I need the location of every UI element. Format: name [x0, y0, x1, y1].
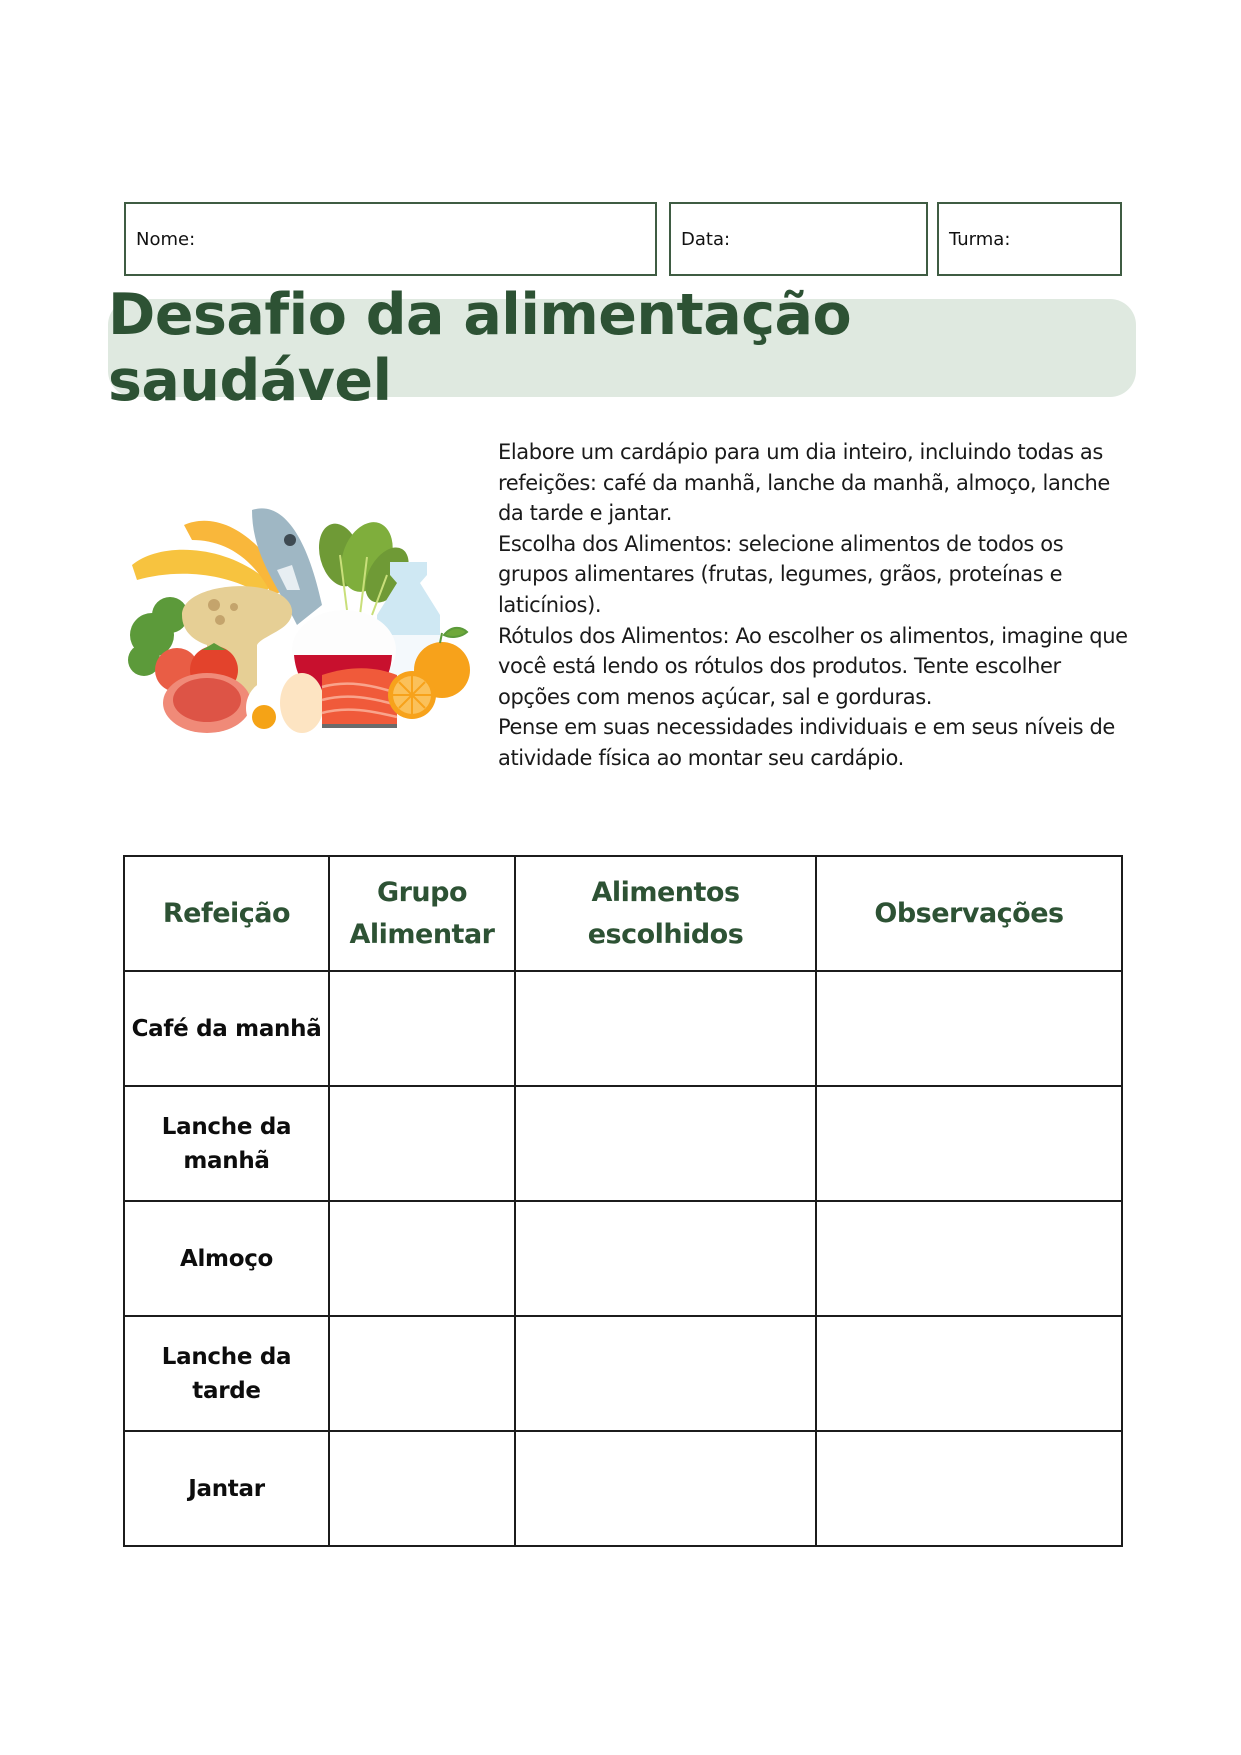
chosen-foods-cell[interactable] [515, 1201, 816, 1316]
instructions-text [498, 437, 1138, 774]
instruction-paragraph: Escolha dos Alimentos: selecione alimentos de todos os grupos alimentares (frutas, legumes, grãos, proteínas e laticínios). [498, 531, 1064, 617]
food-group-cell[interactable] [329, 971, 515, 1086]
name-label: Nome: [136, 228, 196, 250]
notes-cell[interactable] [816, 1086, 1122, 1201]
header-meal: Refeição [124, 856, 329, 971]
meal-plan-table [123, 855, 1123, 1547]
food-group-cell[interactable] [329, 1431, 515, 1546]
table-row [124, 1201, 1122, 1316]
notes-cell[interactable] [816, 1431, 1122, 1546]
chosen-foods-cell[interactable] [515, 1316, 816, 1431]
healthy-food-illustration-icon [122, 495, 482, 740]
notes-cell[interactable] [816, 1201, 1122, 1316]
table-row [124, 971, 1122, 1086]
page-title: Desafio da alimentação saudável [108, 282, 852, 414]
chosen-foods-cell[interactable] [515, 1086, 816, 1201]
date-label: Data: [681, 228, 731, 250]
header-chosen-foods: Alimentos escolhidos [515, 856, 816, 971]
header-food-group: Grupo Alimentar [329, 856, 515, 971]
table-header-row [124, 856, 1122, 971]
class-label: Turma: [949, 228, 1011, 250]
chosen-foods-cell[interactable] [515, 1431, 816, 1546]
table-row [124, 1431, 1122, 1546]
meal-label: Jantar [124, 1431, 329, 1546]
instruction-paragraph: Pense em suas necessidades individuais e em seus níveis de atividade física ao montar seu cardápio. [498, 715, 1115, 770]
name-field[interactable] [124, 202, 657, 276]
meal-label: Café da manhã [124, 971, 329, 1086]
egg-icon [246, 673, 324, 736]
title-banner [108, 282, 1136, 414]
instruction-paragraph: Elabore um cardápio para um dia inteiro, incluindo todas as refeições: café da manhã, lanche da manhã, almoço, lanche da tarde e jantar. [498, 440, 1110, 526]
salmon-icon [322, 668, 397, 728]
header-notes: Observações [816, 856, 1122, 971]
meal-label: Lanche da manhã [124, 1086, 329, 1201]
food-group-cell[interactable] [329, 1086, 515, 1201]
notes-cell[interactable] [816, 971, 1122, 1086]
notes-cell[interactable] [816, 1316, 1122, 1431]
date-field[interactable] [669, 202, 928, 276]
table-row [124, 1086, 1122, 1201]
meal-label: Lanche da tarde [124, 1316, 329, 1431]
meal-label: Almoço [124, 1201, 329, 1316]
steak-icon [163, 673, 251, 733]
chosen-foods-cell[interactable] [515, 971, 816, 1086]
instruction-paragraph: Rótulos dos Alimentos: Ao escolher os alimentos, imagine que você está lendo os rótulos dos produtos. Tente escolher opções com menos açúcar, sal e gorduras. [498, 623, 1128, 709]
class-field[interactable] [937, 202, 1122, 276]
food-group-cell[interactable] [329, 1316, 515, 1431]
table-row [124, 1316, 1122, 1431]
food-group-cell[interactable] [329, 1201, 515, 1316]
